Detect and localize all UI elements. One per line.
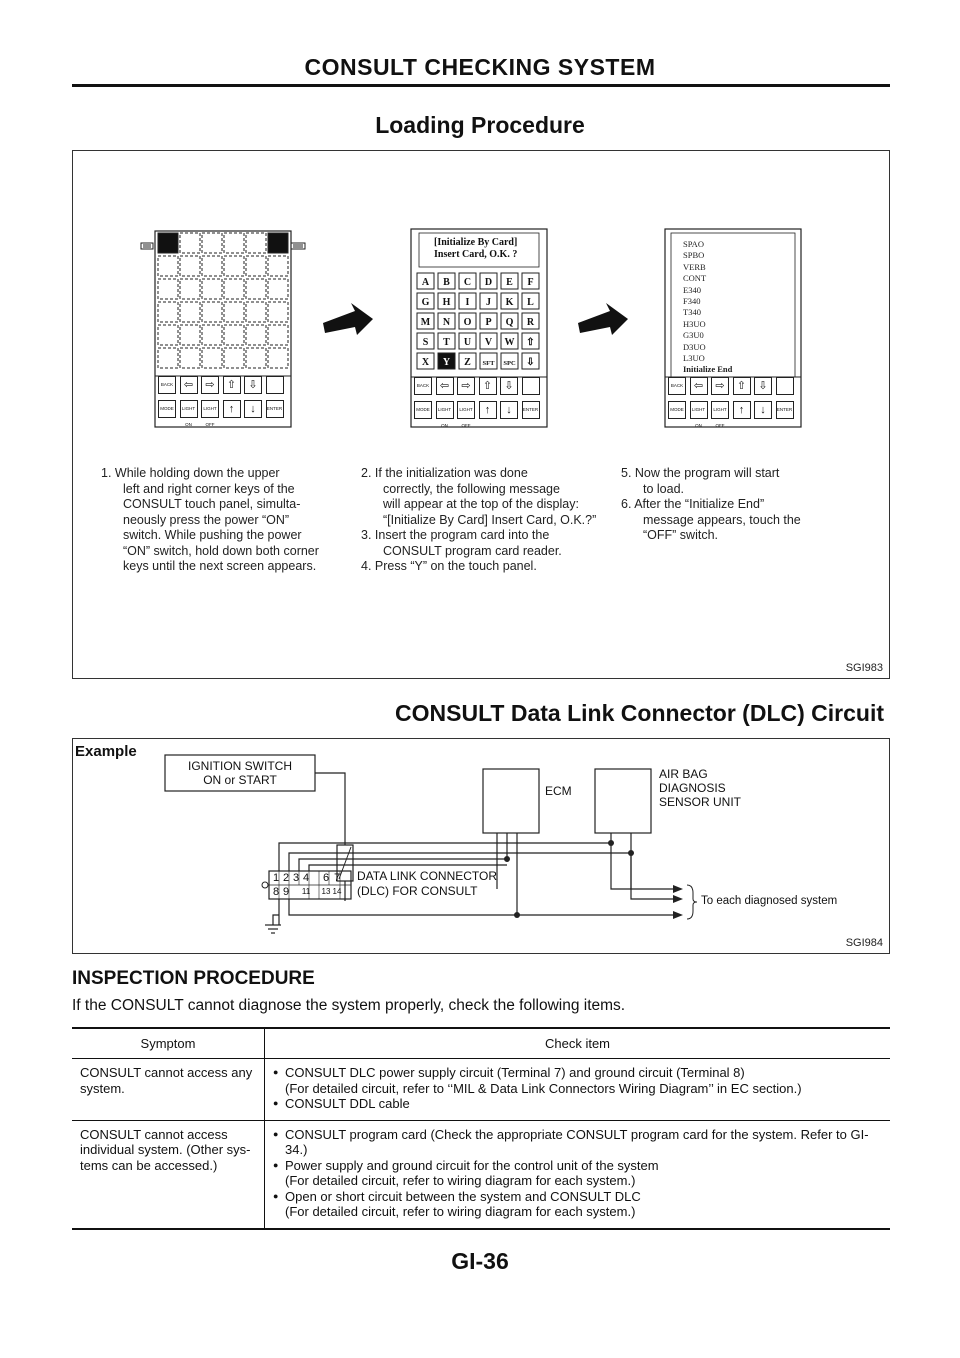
dlc-pin: 7: [333, 872, 341, 884]
screen3-initialize-end: Initialize End: [683, 364, 733, 375]
key-label: ⇩: [526, 357, 535, 368]
step-1-line: left and right corner keys of the: [123, 481, 295, 496]
touch-key: MODE: [158, 400, 176, 418]
dlc-label: [357, 869, 497, 899]
blank-key: [180, 279, 200, 299]
symptom-cell: CONSULT cannot access any system.: [72, 1059, 265, 1121]
touch-key: MODE: [414, 401, 432, 419]
screen3-line: CONT: [683, 273, 707, 284]
screen2-line1: [Initialize By Card]: [434, 237, 518, 248]
col-check-item: Check item: [265, 1028, 891, 1059]
blank-key-grid: [158, 233, 288, 368]
touch-key: ⇩: [754, 377, 772, 395]
key-label: K: [505, 297, 514, 308]
touch-key: LIGHT ON: [690, 401, 708, 419]
key-label: Q: [505, 317, 514, 328]
touch-key: BACK: [158, 376, 176, 394]
touch-key: BACK: [668, 377, 686, 395]
blank-key: [224, 302, 244, 322]
step-1-line: switch. While pushing the power: [123, 528, 302, 542]
check-cell: [265, 1059, 891, 1121]
touch-key: [522, 377, 540, 395]
touch-key: LIGHT ON: [436, 401, 454, 419]
touch-key: ⇧: [479, 377, 497, 395]
page-header: CONSULT CHECKING SYSTEM: [304, 54, 656, 80]
step-2-line: correctly, the following message: [383, 481, 560, 496]
symptom-cell: CONSULT cannot access individual system. (Other sys- tems can be accessed.): [72, 1120, 265, 1229]
touch-key: LIGHT OFF: [201, 400, 219, 418]
blank-key: [224, 256, 244, 276]
touch-key: ↑: [733, 401, 751, 419]
arrow-right-icon: [323, 303, 373, 335]
dlc-pin: 11: [301, 887, 311, 896]
key-label: S: [422, 337, 429, 348]
step-2-line: “[Initialize By Card] Insert Card, O.K.?”: [383, 512, 597, 527]
key-label: V: [484, 337, 493, 348]
finger-right-icon: [291, 243, 305, 249]
step-1-line: CONSULT touch panel, simulta-: [123, 497, 301, 511]
key-label: D: [484, 277, 493, 288]
touch-key: [266, 376, 284, 394]
check-item-note: (For detailed circuit, refer to ‘‘MIL & Data Link Connectors Wiring Diagram’’ in EC section.): [285, 1080, 802, 1096]
blank-key: [158, 256, 178, 276]
key-label: H: [442, 297, 451, 308]
key-label: B: [443, 277, 450, 288]
step-3-line: CONSULT program card reader.: [383, 543, 562, 558]
dlc-pin: 9: [282, 886, 290, 898]
dlc-pin: 13: [321, 887, 331, 896]
dlc-pin: 3: [292, 872, 300, 884]
key-label: Y: [442, 357, 451, 368]
blank-key: [202, 325, 222, 345]
table-row: [72, 1120, 890, 1229]
screen3-line: D3UO: [683, 341, 706, 352]
screen3-list: [683, 239, 732, 376]
touch-key: ⇦: [180, 376, 198, 394]
ignition-line2: ON or START: [203, 773, 277, 787]
blank-key: [246, 279, 266, 299]
touch-key: LIGHT OFF: [711, 401, 729, 419]
check-item: ● CONSULT program card (Check the appropriate CONSULT program card for the system. Refer to GI-34.): [273, 1127, 884, 1158]
airbag-line: SENSOR UNIT: [659, 795, 742, 809]
touch-key: ⇨: [711, 377, 729, 395]
header-rule: [72, 84, 890, 87]
step-1-line: 1. While holding down the upper: [101, 466, 280, 480]
touch-key: ⇩: [500, 377, 518, 395]
key-label: R: [526, 317, 535, 328]
loading-procedure-figure: [72, 150, 890, 679]
blank-key: [246, 233, 266, 253]
table-row: [72, 1059, 890, 1121]
key-label: I: [465, 297, 470, 308]
ecm-box: [483, 769, 539, 833]
steps-column-3: [621, 466, 801, 544]
step-6-line: “OFF” switch.: [643, 528, 718, 542]
blank-key: [158, 348, 178, 368]
blank-key: [268, 348, 288, 368]
touch-key: LIGHT ON: [180, 400, 198, 418]
touch-key: ⇧: [223, 376, 241, 394]
blank-key: [202, 279, 222, 299]
blank-key: [202, 256, 222, 276]
step-6-line: message appears, touch the: [643, 512, 801, 527]
key-label: X: [421, 357, 430, 368]
screen3-line: L3UO: [683, 353, 705, 364]
check-item: ● CONSULT DDL cable: [273, 1096, 884, 1112]
ecm-label: ECM: [545, 784, 572, 798]
screen3-line: T340: [683, 307, 701, 318]
blank-key: [268, 302, 288, 322]
key-label: E: [506, 277, 513, 288]
touch-key: ⇨: [457, 377, 475, 395]
blank-key: [246, 325, 266, 345]
touch-key: ENTER: [266, 400, 284, 418]
blank-key: [202, 302, 222, 322]
key-label: C: [463, 277, 472, 288]
ignition-line1: IGNITION SWITCH: [188, 759, 292, 773]
steps-column-2: [361, 466, 596, 575]
key-label: J: [486, 297, 491, 308]
arrow-right-icon-2: [578, 303, 628, 335]
key-label: SFT: [482, 360, 495, 367]
screen3-line: E340: [683, 284, 701, 295]
screen3-line: SPAO: [683, 239, 704, 249]
dlc-label-line2: (DLC) FOR CONSULT: [357, 884, 478, 898]
step-1-line: “ON” switch, hold down both corner: [123, 543, 319, 558]
touch-key: [776, 377, 794, 395]
check-item-note: (For detailed circuit, refer to wiring diagram for each system.): [285, 1173, 636, 1188]
dlc-pin: 4: [302, 872, 310, 884]
corner-key: [268, 233, 288, 253]
step-5-line: 5. Now the program will start: [621, 466, 780, 480]
airbag-unit-box: [595, 769, 651, 833]
key-label: L: [527, 297, 534, 308]
key-label: P: [485, 317, 492, 328]
key-label: O: [463, 317, 472, 328]
figure-code-2: SGI984: [845, 937, 883, 949]
airbag-line: AIR BAG: [659, 767, 708, 781]
key-label: G: [421, 297, 430, 308]
blank-key: [158, 279, 178, 299]
step-4-line: 4. Press “Y” on the touch panel.: [361, 559, 537, 573]
key-label: W: [504, 337, 515, 348]
blank-key: [246, 302, 266, 322]
dlc-circuit-title: CONSULT Data Link Connector (DLC) Circuit: [395, 700, 884, 726]
check-item-note: (For detailed circuit, refer to wiring diagram for each system.): [285, 1204, 636, 1219]
screen3-line: H3UO: [683, 318, 706, 329]
dlc-pin: 1: [272, 872, 280, 884]
key-label: M: [420, 317, 431, 328]
table-header-row: [72, 1028, 890, 1059]
dlc-pin: 14: [332, 887, 342, 896]
touch-key: ENTER: [522, 401, 540, 419]
steps-column-1: [101, 466, 319, 575]
figure-code: SGI983: [845, 662, 883, 674]
dlc-pin: 2: [282, 872, 290, 884]
touch-bar-1: [158, 376, 288, 427]
key-label: U: [463, 337, 472, 348]
blank-key: [224, 348, 244, 368]
alphabet-keypad: [417, 273, 539, 369]
touch-key: BACK: [414, 377, 432, 395]
blank-key: [224, 279, 244, 299]
blank-key: [180, 233, 200, 253]
finger-left-icon: [141, 243, 153, 249]
page-number: GI-36: [451, 1248, 509, 1274]
key-label: T: [443, 337, 450, 348]
touch-key: ↑: [223, 400, 241, 418]
key-label: F: [527, 277, 534, 288]
inspection-table: [72, 1027, 890, 1230]
touch-key: LIGHT OFF: [457, 401, 475, 419]
airbag-line: DIAGNOSIS: [659, 781, 726, 795]
check-item: ● Open or short circuit between the system and CONSULT DLC: [273, 1189, 884, 1205]
step-5-line: to load.: [643, 481, 685, 496]
step-6-line: 6. After the “Initialize End”: [621, 497, 765, 511]
ground-icon: [265, 925, 281, 933]
inspection-intro: If the CONSULT cannot diagnose the system properly, check the following items.: [72, 997, 626, 1014]
blank-key: [158, 325, 178, 345]
blank-key: [158, 302, 178, 322]
touch-key: ↓: [244, 400, 262, 418]
inspection-heading: INSPECTION PROCEDURE: [72, 968, 315, 989]
key-label: SPC: [503, 360, 516, 367]
blank-key: [202, 233, 222, 253]
check-item: ● CONSULT DLC power supply circuit (Terminal 7) and ground circuit (Terminal 8): [273, 1065, 884, 1081]
check-cell: [265, 1120, 891, 1229]
to-each-system-label: To each diagnosed system: [701, 895, 838, 907]
corner-key: [158, 233, 178, 253]
blank-key: [180, 256, 200, 276]
step-1-line: neously press the power “ON”: [123, 512, 290, 527]
blank-key: [180, 325, 200, 345]
step-1-line: keys until the next screen appears.: [123, 559, 317, 573]
blank-key: [224, 325, 244, 345]
key-label: ⇧: [526, 337, 535, 348]
touch-bar-2: [414, 377, 544, 428]
blank-key: [268, 279, 288, 299]
blank-key: [268, 325, 288, 345]
touch-key: ENTER: [776, 401, 794, 419]
key-label: Z: [464, 357, 471, 368]
touch-key: ↓: [500, 401, 518, 419]
touch-key: ↑: [479, 401, 497, 419]
loading-procedure-title: Loading Procedure: [375, 112, 585, 138]
dlc-pin: 6: [322, 872, 330, 884]
dlc-circuit-figure: [72, 738, 890, 954]
screen3-line: F340: [683, 296, 701, 307]
key-label: A: [421, 277, 430, 288]
step-3-line: 3. Insert the program card into the: [361, 528, 550, 542]
col-symptom: Symptom: [72, 1028, 265, 1059]
touch-bar-3: [668, 377, 798, 428]
key-label: N: [442, 317, 451, 328]
dlc-label-line1: DATA LINK CONNECTOR: [357, 869, 498, 883]
blank-key: [246, 256, 266, 276]
blank-key: [180, 348, 200, 368]
blank-key: [246, 348, 266, 368]
blank-key: [202, 348, 222, 368]
touch-key: ⇦: [690, 377, 708, 395]
touch-key: ⇩: [244, 376, 262, 394]
step-2-line: will appear at the top of the display:: [383, 497, 579, 511]
touch-key: ⇧: [733, 377, 751, 395]
blank-key: [268, 256, 288, 276]
step-2-line: 2. If the initialization was done: [361, 466, 528, 480]
example-label: Example: [75, 743, 137, 760]
screen2-line2: Insert Card, O.K. ?: [434, 249, 518, 260]
check-item: ● Power supply and ground circuit for the control unit of the system: [273, 1158, 884, 1174]
touch-key: MODE: [668, 401, 686, 419]
screen3-line: SPBO: [683, 250, 705, 261]
ignition-switch-label: [165, 759, 315, 787]
touch-key: ⇦: [436, 377, 454, 395]
airbag-label: [659, 767, 741, 809]
blank-key: [224, 233, 244, 253]
screen3-line: G3U0: [683, 330, 704, 341]
dlc-pin: 8: [272, 886, 280, 898]
touch-key: ↓: [754, 401, 772, 419]
touch-key: ⇨: [201, 376, 219, 394]
screen3-line: VERB: [683, 261, 706, 272]
blank-key: [180, 302, 200, 322]
